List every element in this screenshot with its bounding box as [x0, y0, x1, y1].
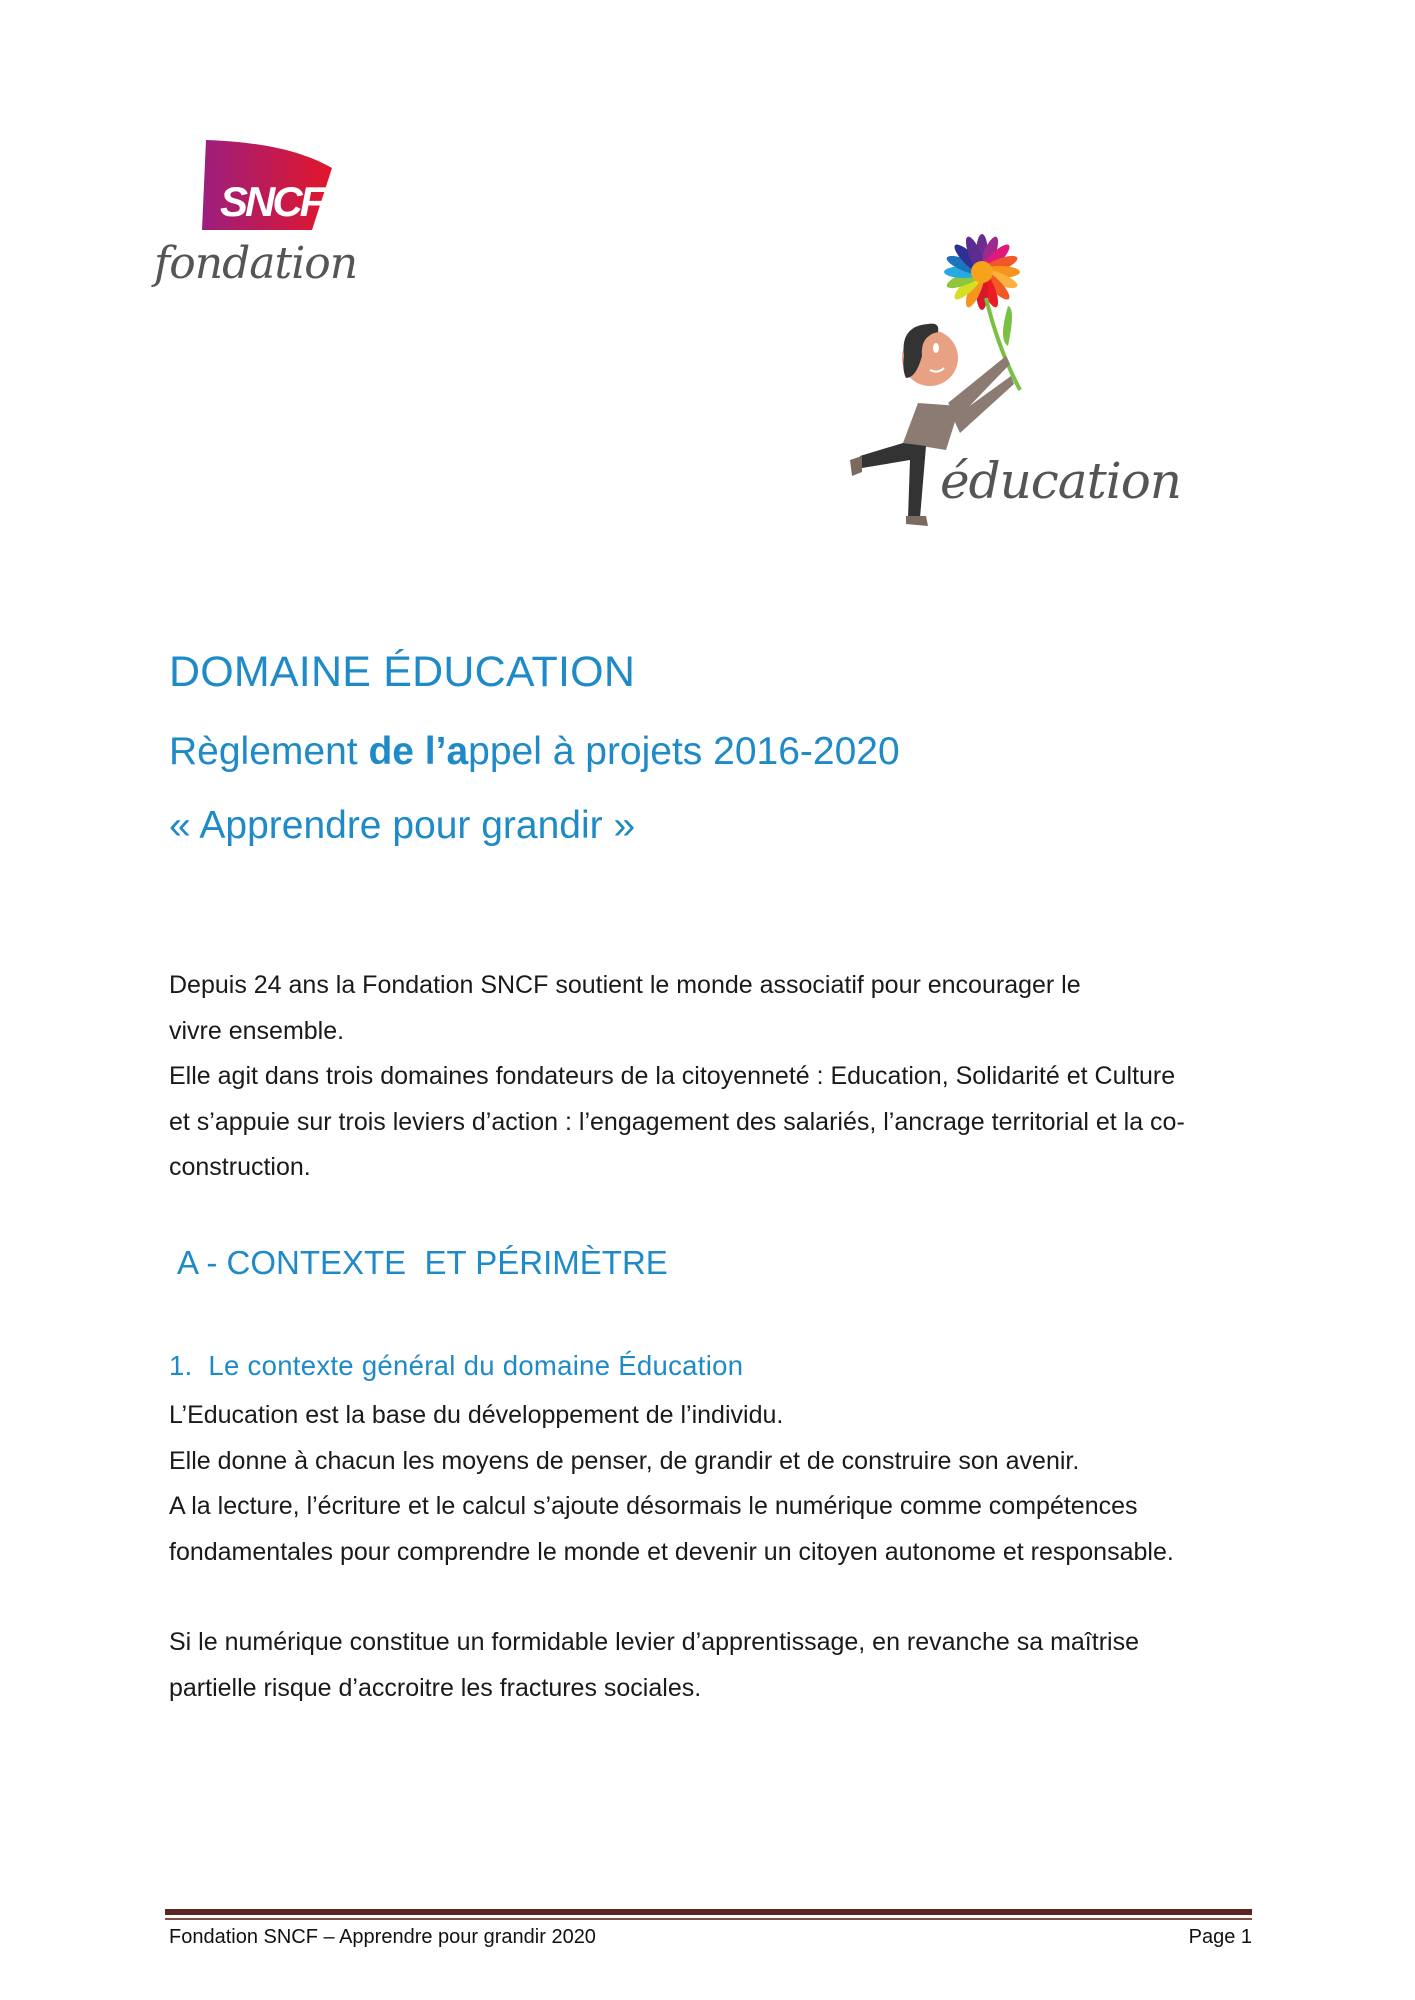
sncf-logo-script: fondation	[154, 238, 358, 289]
flower-icon	[944, 234, 1020, 310]
sncf-logo-brand: SNCF	[220, 178, 323, 225]
figure-shoe	[906, 516, 928, 526]
footer-rule	[165, 1909, 1252, 1915]
document-title: DOMAINE ÉDUCATION	[169, 648, 636, 696]
text-line: L’Education est la base du développement de l’individu.	[169, 1401, 784, 1429]
sncf-fondation-logo	[150, 138, 380, 308]
text-line: Elle agit dans trois domaines fondateurs de la citoyenneté : Education, Solidarité et Culture	[169, 1062, 1176, 1090]
text-line: vivre ensemble.	[169, 1016, 345, 1045]
subtitle-bold-part: de l’a	[368, 730, 469, 773]
figure-body	[903, 403, 960, 450]
section-heading: A - CONTEXTE ET PÉRIMÈTRE	[177, 1244, 668, 1281]
text-line: A la lecture, l’écriture et le calcul s’ajoute désormais le numérique comme compétences	[169, 1492, 1138, 1520]
text-line: fondamentales pour comprendre le monde et devenir un citoyen autonome et responsable.	[169, 1537, 1174, 1566]
text-line: construction.	[169, 1153, 311, 1181]
body-paragraph	[169, 1393, 1269, 1575]
education-illustration	[848, 228, 1228, 528]
text-line: Elle donne à chacun les moyens de penser, de grandir et de construire son avenir.	[169, 1446, 1080, 1475]
text-line: partielle risque d’accroitre les fractures sociales.	[169, 1673, 702, 1702]
text-line: Si le numérique constitue un formidable levier d’apprentissage, en revanche sa maîtrise	[169, 1628, 1139, 1656]
subtitle-part: ppel à projets 2016-2020	[468, 730, 900, 773]
intro-paragraph	[169, 963, 1269, 1191]
text-line: Depuis 24 ans la Fondation SNCF soutient le monde associatif pour encourager le	[169, 971, 1081, 999]
document-subtitle	[169, 730, 900, 774]
footer-rule-thin	[165, 1918, 1252, 1920]
footer-title: Fondation SNCF – Apprendre pour grandir 2020	[169, 1926, 596, 1948]
body-paragraph	[169, 1620, 1269, 1711]
subtitle-part: Règlement	[169, 730, 369, 773]
page-number: Page 1	[1188, 1926, 1252, 1948]
subsection-heading: 1. Le contexte général du domaine Éducation	[169, 1350, 744, 1381]
flower-leaf	[1003, 306, 1012, 346]
document-tagline: « Apprendre pour grandir »	[169, 804, 636, 847]
figure-leg	[860, 443, 926, 518]
figure-shoe	[850, 456, 862, 476]
education-script: éducation	[940, 452, 1181, 510]
text-line: et s’appuie sur trois leviers d’action : l’engagement des salariés, l’ancrage territorial et la co-	[169, 1107, 1185, 1136]
